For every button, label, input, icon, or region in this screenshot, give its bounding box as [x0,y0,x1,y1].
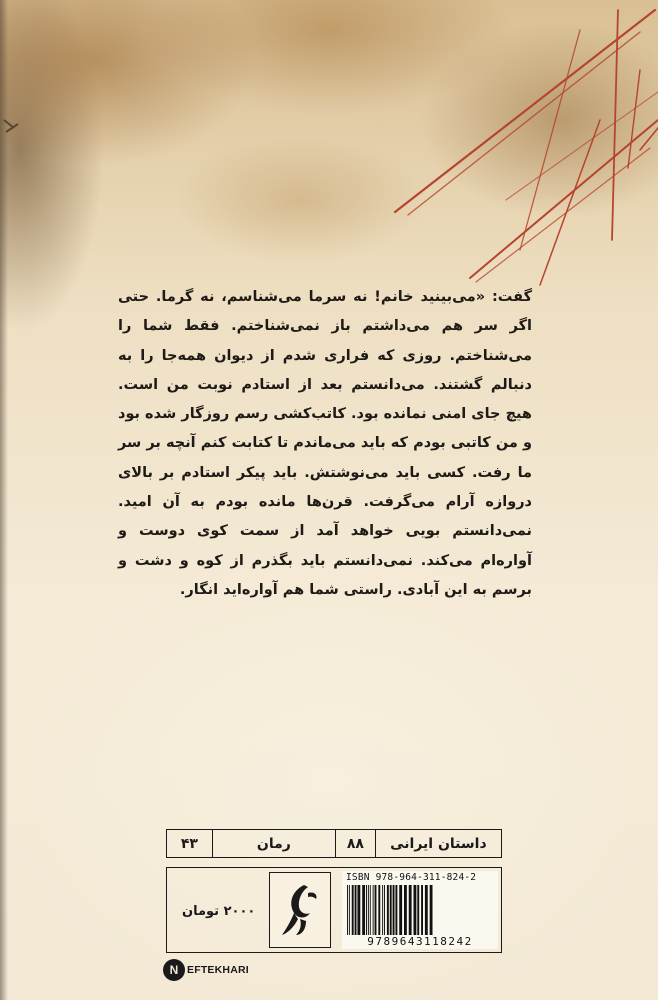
series-info-table [166,829,502,858]
series-number-cell: ۸۸ [335,830,375,857]
barcode-bar [366,885,367,935]
barcode-bar [362,885,365,935]
barcode-bar [395,885,397,935]
barcode-bar [347,885,348,941]
barcode-bar [399,885,402,935]
price-label: ۲۰۰۰ تومان [182,904,256,919]
isbn-barcode [342,871,498,949]
bird-pen-logo-icon [269,872,331,948]
barcode-bar [349,885,350,935]
isbn-label: ISBN 978-964-311-824-2 [346,872,477,883]
barcode-bar [404,885,407,935]
circle-n-logo-icon: N [163,959,185,981]
genre-number-cell: ۴۳ [180,835,198,852]
barcode-bar [421,885,423,935]
barcode-bar [373,885,374,935]
barcode-bar [384,885,385,941]
barcode-bar [417,885,419,935]
genre-cell: رمان [212,830,335,857]
price-barcode-box [166,867,502,953]
publisher-mark [163,957,249,983]
barcode-bar [393,885,395,935]
synopsis-text: گفت: «می‌بینید خانم! نه سرما می‌شناسم، نه گرما. حتی اگر سر هم می‌داشتم باز نمی‌شناختم. فقط شما را می‌شناختم. روزی که فراری شدم از دیوان همه‌جا را به دنبالم گشتند. می‌دانستم بعد از استادم نوبت من است. هیچ جای امنی نمانده بود. کاتب‌کشی رسم روزگار شده بود و من کاتبی بودم که باید می‌ماندم تا کتابت کنم آنچه بر سر ما رفت. کسی باید می‌نوشتش. باید پیکر استادم بر بالای دروازه آرام می‌گرفت. قرن‌ها مانده بودم به آن امید. نمی‌دانستم بویی خواهد آمد از سمت کوی دوست و آواره‌ام می‌کند. نمی‌دانستم باید بگذرم از کوه و دشت و برسم به این آبادی. راستی شما هم آواره‌اید انگار. [118,289,532,598]
barcode-bar [409,885,412,935]
isbn-digits: 9789643118242 [342,935,498,948]
barcode-bar [370,885,371,935]
red-scratch-marks [0,0,658,300]
barcode-bar [390,885,392,935]
barcode-bar [355,885,357,935]
barcode-bar [368,885,369,935]
barcode-bar [352,885,354,935]
barcode-bar [414,885,417,935]
barcode-bar [382,885,383,935]
barcode-bar [378,885,380,935]
series-name-cell: داستان ایرانی [375,830,501,857]
barcode-bar [375,885,377,935]
barcode-bar [357,885,360,935]
barcode-bar [387,885,389,935]
publisher-name: EFTEKHARI [187,964,249,976]
barcode-bar [430,885,433,941]
barcode-bar [425,885,428,935]
